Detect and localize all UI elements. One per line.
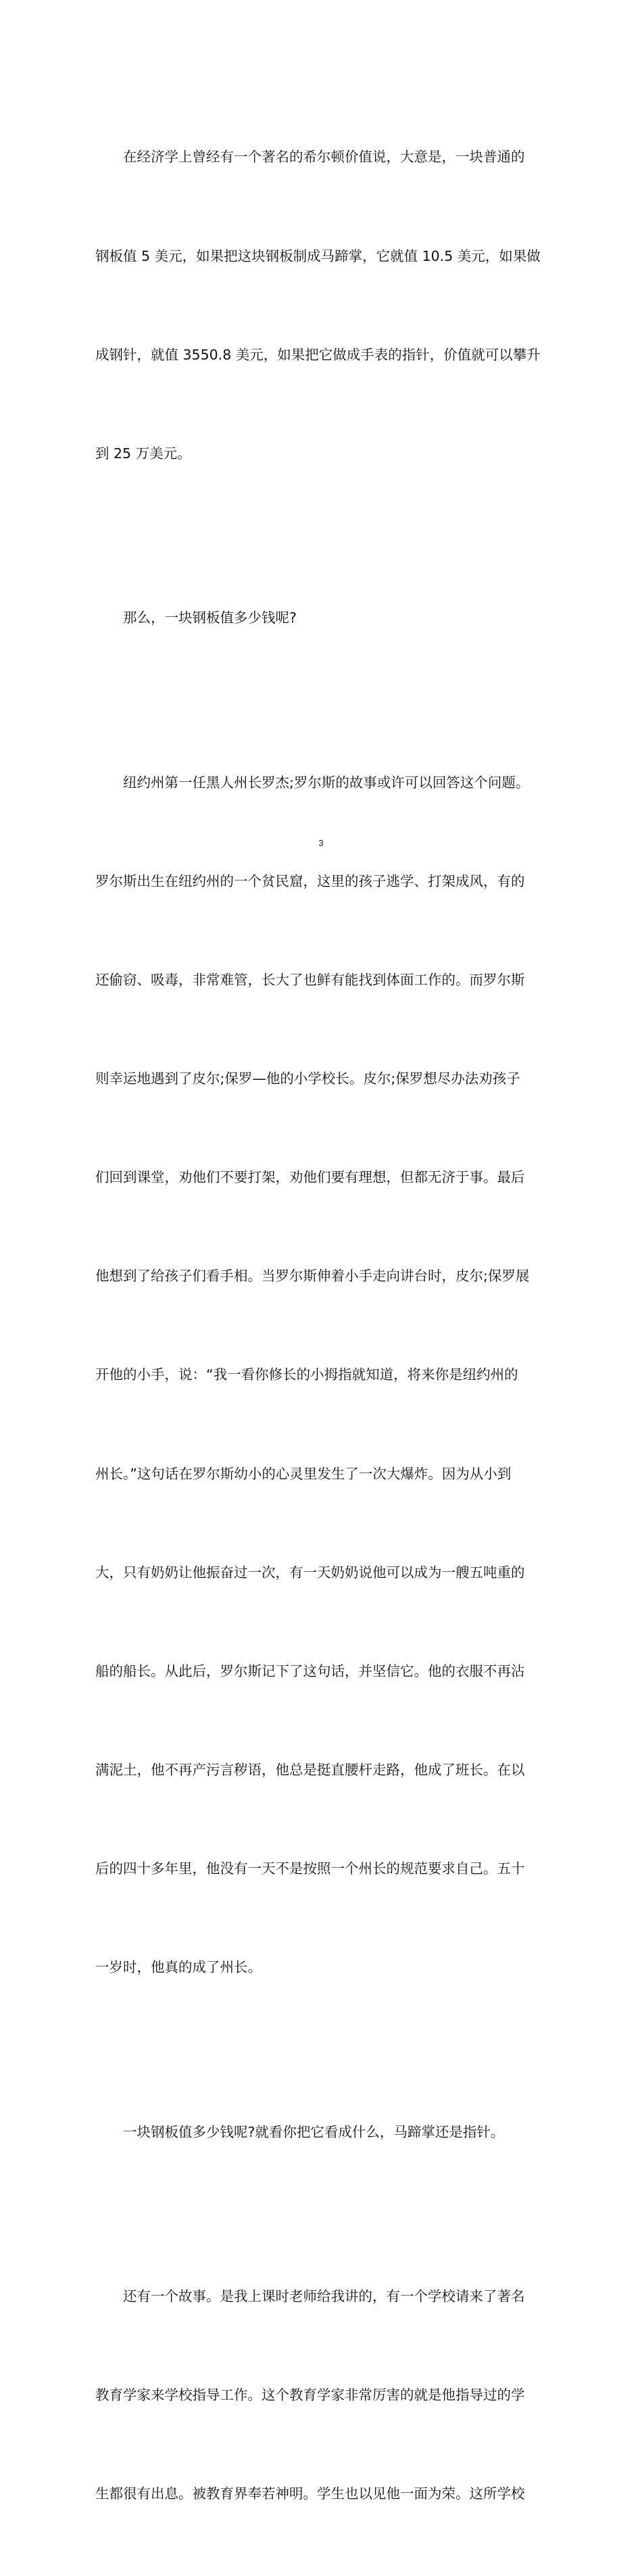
text-line: 一岁时，他真的成了州长。: [95, 1959, 262, 1976]
paragraph-5: [95, 2214, 548, 2576]
paragraph-3: [95, 700, 548, 2050]
text-line: 则幸运地遇到了皮尔;保罗—他的小学校长。皮尔;保罗想尽办法劝孩子: [95, 1070, 520, 1087]
text-line: 还有一个故事。是我上课时老师给我讲的，有一个学校请来了著名: [123, 2288, 525, 2305]
paragraph-1: [95, 75, 548, 536]
text-line: 开他的小手，说：“我一看你修长的小拇指就知道，将来你是纽约州的: [95, 1366, 518, 1383]
text-line: 钢板值 5 美元，如果把这块钢板制成马蹄掌，它就值 10.5 美元，如果做: [95, 247, 541, 264]
page-number: 3: [318, 838, 324, 848]
text-line: 大，只有奶奶让他振奋过一次，有一天奶奶说他可以成为一艘五吨重的: [95, 1564, 525, 1581]
text-line: 到 25 万美元。: [95, 445, 191, 462]
text-line: 一块钢板值多少钱呢?就看你把它看成什么，马蹄掌还是指针。: [123, 2123, 505, 2140]
paragraph-2: [95, 536, 548, 701]
text-line: 船的船长。从此后，罗尔斯记下了这句话，并坚信它。他的衣服不再沾: [95, 1662, 525, 1679]
text-line: 生都很有出息。被教育界奉若神明。学生也以见他一面为荣。这所学校: [95, 2485, 525, 2502]
paragraph-4: [95, 2050, 548, 2214]
text-line: 还偷窃、吸毒，非常难管，长大了也鲜有能找到体面工作的。而罗尔斯: [95, 971, 525, 988]
text-line: 们回到课堂，劝他们不要打架，劝他们要有理想，但都无济于事。最后: [95, 1169, 525, 1186]
text-line: 那么，一块钢板值多少钱呢?: [123, 610, 297, 626]
text-line: 他想到了给孩子们看手相。当罗尔斯伸着小手走向讲台时，皮尔;保罗展: [95, 1268, 530, 1285]
text-line: 满泥土，他不再产污言秽语，他总是挺直腰杆走路，他成了班长。在以: [95, 1761, 525, 1778]
text-line: 纽约州第一任黑人州长罗杰;罗尔斯的故事或许可以回答这个问题。: [123, 774, 530, 791]
text-line: 后的四十多年里，他没有一天不是按照一个州长的规范要求自己。五十: [95, 1860, 525, 1877]
text-line: 教育学家来学校指导工作。这个教育学家非常厉害的就是他指导过的学: [95, 2387, 525, 2404]
text-line: 在经济学上曾经有一个著名的希尔顿价值说，大意是，一块普通的: [123, 149, 525, 166]
text-line: 罗尔斯出生在纽约州的一个贫民窟，这里的孩子逃学、打架成风，有的: [95, 872, 525, 889]
text-line: 州长。”这句话在罗尔斯幼小的心灵里发生了一次大爆炸。因为从小到: [95, 1465, 512, 1482]
text-line: 成钢针，就值 3550.8 美元，如果把它做成手表的指针，价值就可以攀升: [95, 346, 541, 363]
document-body: [95, 75, 548, 2576]
